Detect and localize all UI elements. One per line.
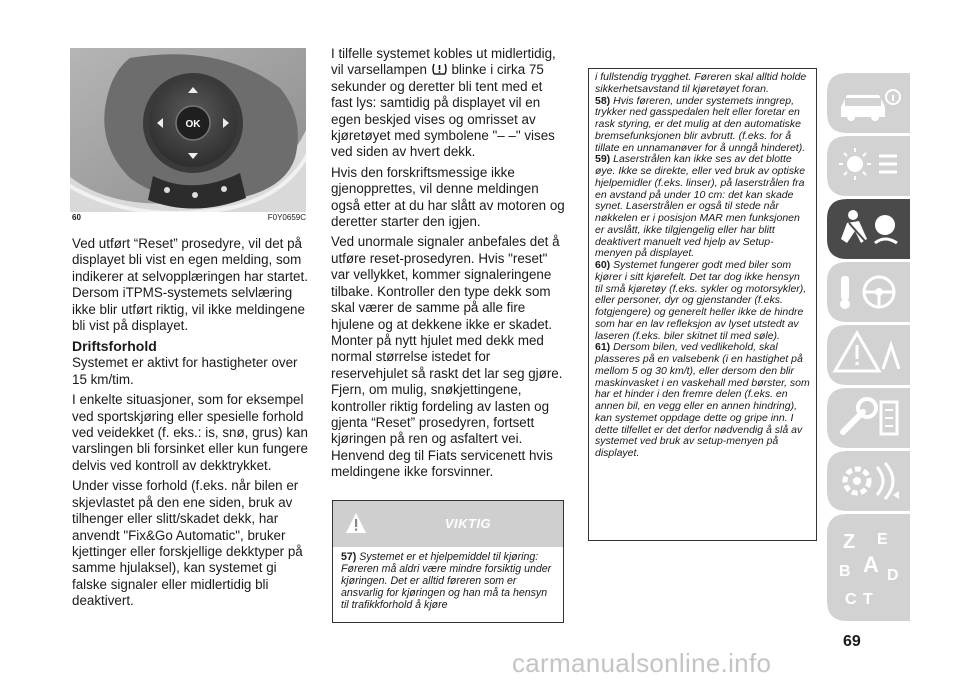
paragraph-conditions: Under visse forhold (f.eks. når bilen er skjevlastet på den ene siden, bruk av tilhenger eller slitt/skadet dekk, har anvendt "Fix&Go Automatic", bruker kjettinger eller forskjellige dekktyper på samme hjulaksel), kan systemet gi falske signaler eller midlertidig bli deaktivert. (72, 478, 303, 609)
paragraph-situations: I enkelte situasjoner, som for eksempel ved sportskjøring eller spesielle forhold ved veidekket (f. eks.: is, snø, grus) kan varslingen bli forsinket eller kun fungere delvis ved kontroll av dekktrykket. (72, 392, 308, 473)
notes-body (589, 69, 816, 460)
paragraph-abnormal: Ved unormale signaler anbefales det å utføre reset-prosedyren. Hvis "reset" var vellykket, kommer signaleringene tilbake. Kontroller den type dekk som skal værer de samme på alle fire hjulene og at dekkene ikke er skadet. Monter på nytt hjulet med dekk med normal størrelse istedet for reservehjulet så raskt det lar seg gjøre. Fjern, om mulig, snøkjettingene, kontroller riktig fordeling av lasten og gjenta “Reset” prosedyren, fortsett kjøringen på ren og asfaltert vei. Henvend deg til Fiats servicenett hvis meldingene ikke forsvinner. (331, 234, 563, 480)
sidebar-tab-index[interactable] (827, 514, 910, 621)
figure-caption (72, 213, 306, 225)
note-item: 61) Dersom bilen, ved vedlikehold, skal plasseres på en valsebenk (i en hastighet på mellom 5 og 30 km/t), eller dersom den blir maskinvasket i en vaskehall med børster, som har et hinder i den fremre delen (f.eks. en annen bil, en vegg eller en annen hindring), kan systemet oppdage dette og gripe inn. I dette tilfellet er det derfor nødvendig å slå av systemet ved bruk av setup-menyen på displayet. (595, 341, 810, 459)
airbag-safety-icon (827, 199, 910, 259)
page-number: 69 (843, 633, 861, 650)
index-letter: B (839, 563, 851, 580)
index-letter: Z (843, 531, 856, 553)
tyre-pressure-warning-icon (431, 62, 448, 76)
steering-wheel-controls-figure (70, 48, 306, 212)
sidebar-tab-key-steering[interactable] (827, 262, 910, 322)
notes-box (588, 68, 817, 541)
sidebar-tab-airbag-safety[interactable] (827, 199, 910, 259)
ok-button-label: OK (185, 119, 201, 130)
sidebar-tab-wrench-service[interactable] (827, 388, 910, 448)
sidebar-tab-warning-road[interactable] (827, 325, 910, 385)
note-item: 60) Systemet fungerer godt med biler som kjører i sitt kjørefelt. Det tar dog ikke hensyn til små kjøretøy (f.eks. sykler og motorsykler), eller personer, dyr og gjenstander (f.eks. fotgjengere) og generelt heller ikke de hindre som har en lav refleksjon av lyset utstedt av laseren (f.eks. biler skitnet til med søle). (595, 259, 807, 342)
paragraph-disconnect: I tilfelle systemet kobles ut midlertidig, vil varsellampen blinke i cirka 75 sekunder og deretter bli tent med et fast lys: samtidig på displayet vil en egen beskjed vises og omrisset av kjøretøyet med symbolene "– –" vises ved siden av hvert dekk. (331, 46, 556, 160)
paragraph-speed: Systemet er aktivt for hastigheter over 15 km/tim. (72, 355, 298, 387)
settings-gear-icon (827, 451, 910, 511)
warning-header (333, 501, 563, 547)
dashboard-lights-icon (827, 136, 910, 196)
sidebar-tab-settings-gear[interactable] (827, 451, 910, 511)
figure-code: F0Y0659C (267, 213, 306, 222)
warning-title: VIKTIG (444, 516, 492, 531)
paragraph-restore: Hvis den forskriftsmessige ikke gjenopprettes, vil denne meldingen også etter at du har slått av motoren og deretter starter den igjen. (331, 164, 565, 230)
warning-body (333, 547, 563, 611)
section-heading: Driftsforhold (72, 338, 157, 355)
index-letter: D (887, 567, 899, 584)
note-item: 59) Laserstrålen kan ikke ses av det blotte øye. Ikke se direkte, eller ved bruk av optiske hjelpemidler (f.eks. linser), på laserstrålen fra en avstand på under 10 cm: det kan skade synet. Laserstrålen er også til stede når nøkkelen er i posisjon MAR men funksjonen er avslått, ikke tilgjengelig eller har blitt deaktivert manuelt ved hjelp av Setup-menyen på displayet. (595, 153, 806, 260)
index-letter: E (877, 531, 888, 548)
index-letters-icon (827, 514, 910, 621)
paragraph-reset: Ved utført “Reset” prosedyre, vil det på displayet bli vist en egen melding, som indikerer at selvopplæringen har startet. Dersom iTPMS-systemets selvlæring ikke blir utført riktig, vil ikke meldingene bli vist på displayet. (72, 236, 308, 334)
index-letter: C (845, 591, 857, 608)
notes-intro: i fullstendig trygghet. Føreren skal alltid holde sikkerhetsavstand til kjøretøyet foran. (595, 71, 807, 95)
warning-box (332, 500, 564, 623)
note-item: 58) Hvis føreren, under systemets inngrep, trykker ned gasspedalen helt eller foretar en rask styring, er det mulig at den automatiske bremsefunksjonen blir avbrutt. (f.eks. for å tillate en unnamanøver for å unngå hinderet). (595, 94, 806, 154)
warning-note-number: 57) (341, 551, 357, 563)
sidebar-tab-car-info[interactable] (827, 73, 910, 133)
sidebar-tab-dashboard-lights[interactable] (827, 136, 910, 196)
index-letter: A (863, 552, 879, 577)
column-2 (331, 46, 565, 485)
wrench-service-icon (827, 388, 910, 448)
warning-text: Systemet er et hjelpemiddel til kjøring: Føreren må aldri være mindre forsiktig under kjøringen. Det er alltid føreren som er ansvarlig for kjøringen og han må ta hensyn til trafikkforhold å kjøre (341, 551, 552, 612)
index-letter: T (863, 591, 873, 608)
warning-road-icon (827, 325, 910, 385)
column-1 (72, 236, 308, 614)
chapter-sidebar (827, 73, 910, 621)
watermark-text: carmanualsonline.info (512, 648, 772, 678)
car-info-icon (827, 73, 910, 133)
key-steering-icon (827, 262, 910, 322)
figure-number: 60 (72, 213, 81, 222)
